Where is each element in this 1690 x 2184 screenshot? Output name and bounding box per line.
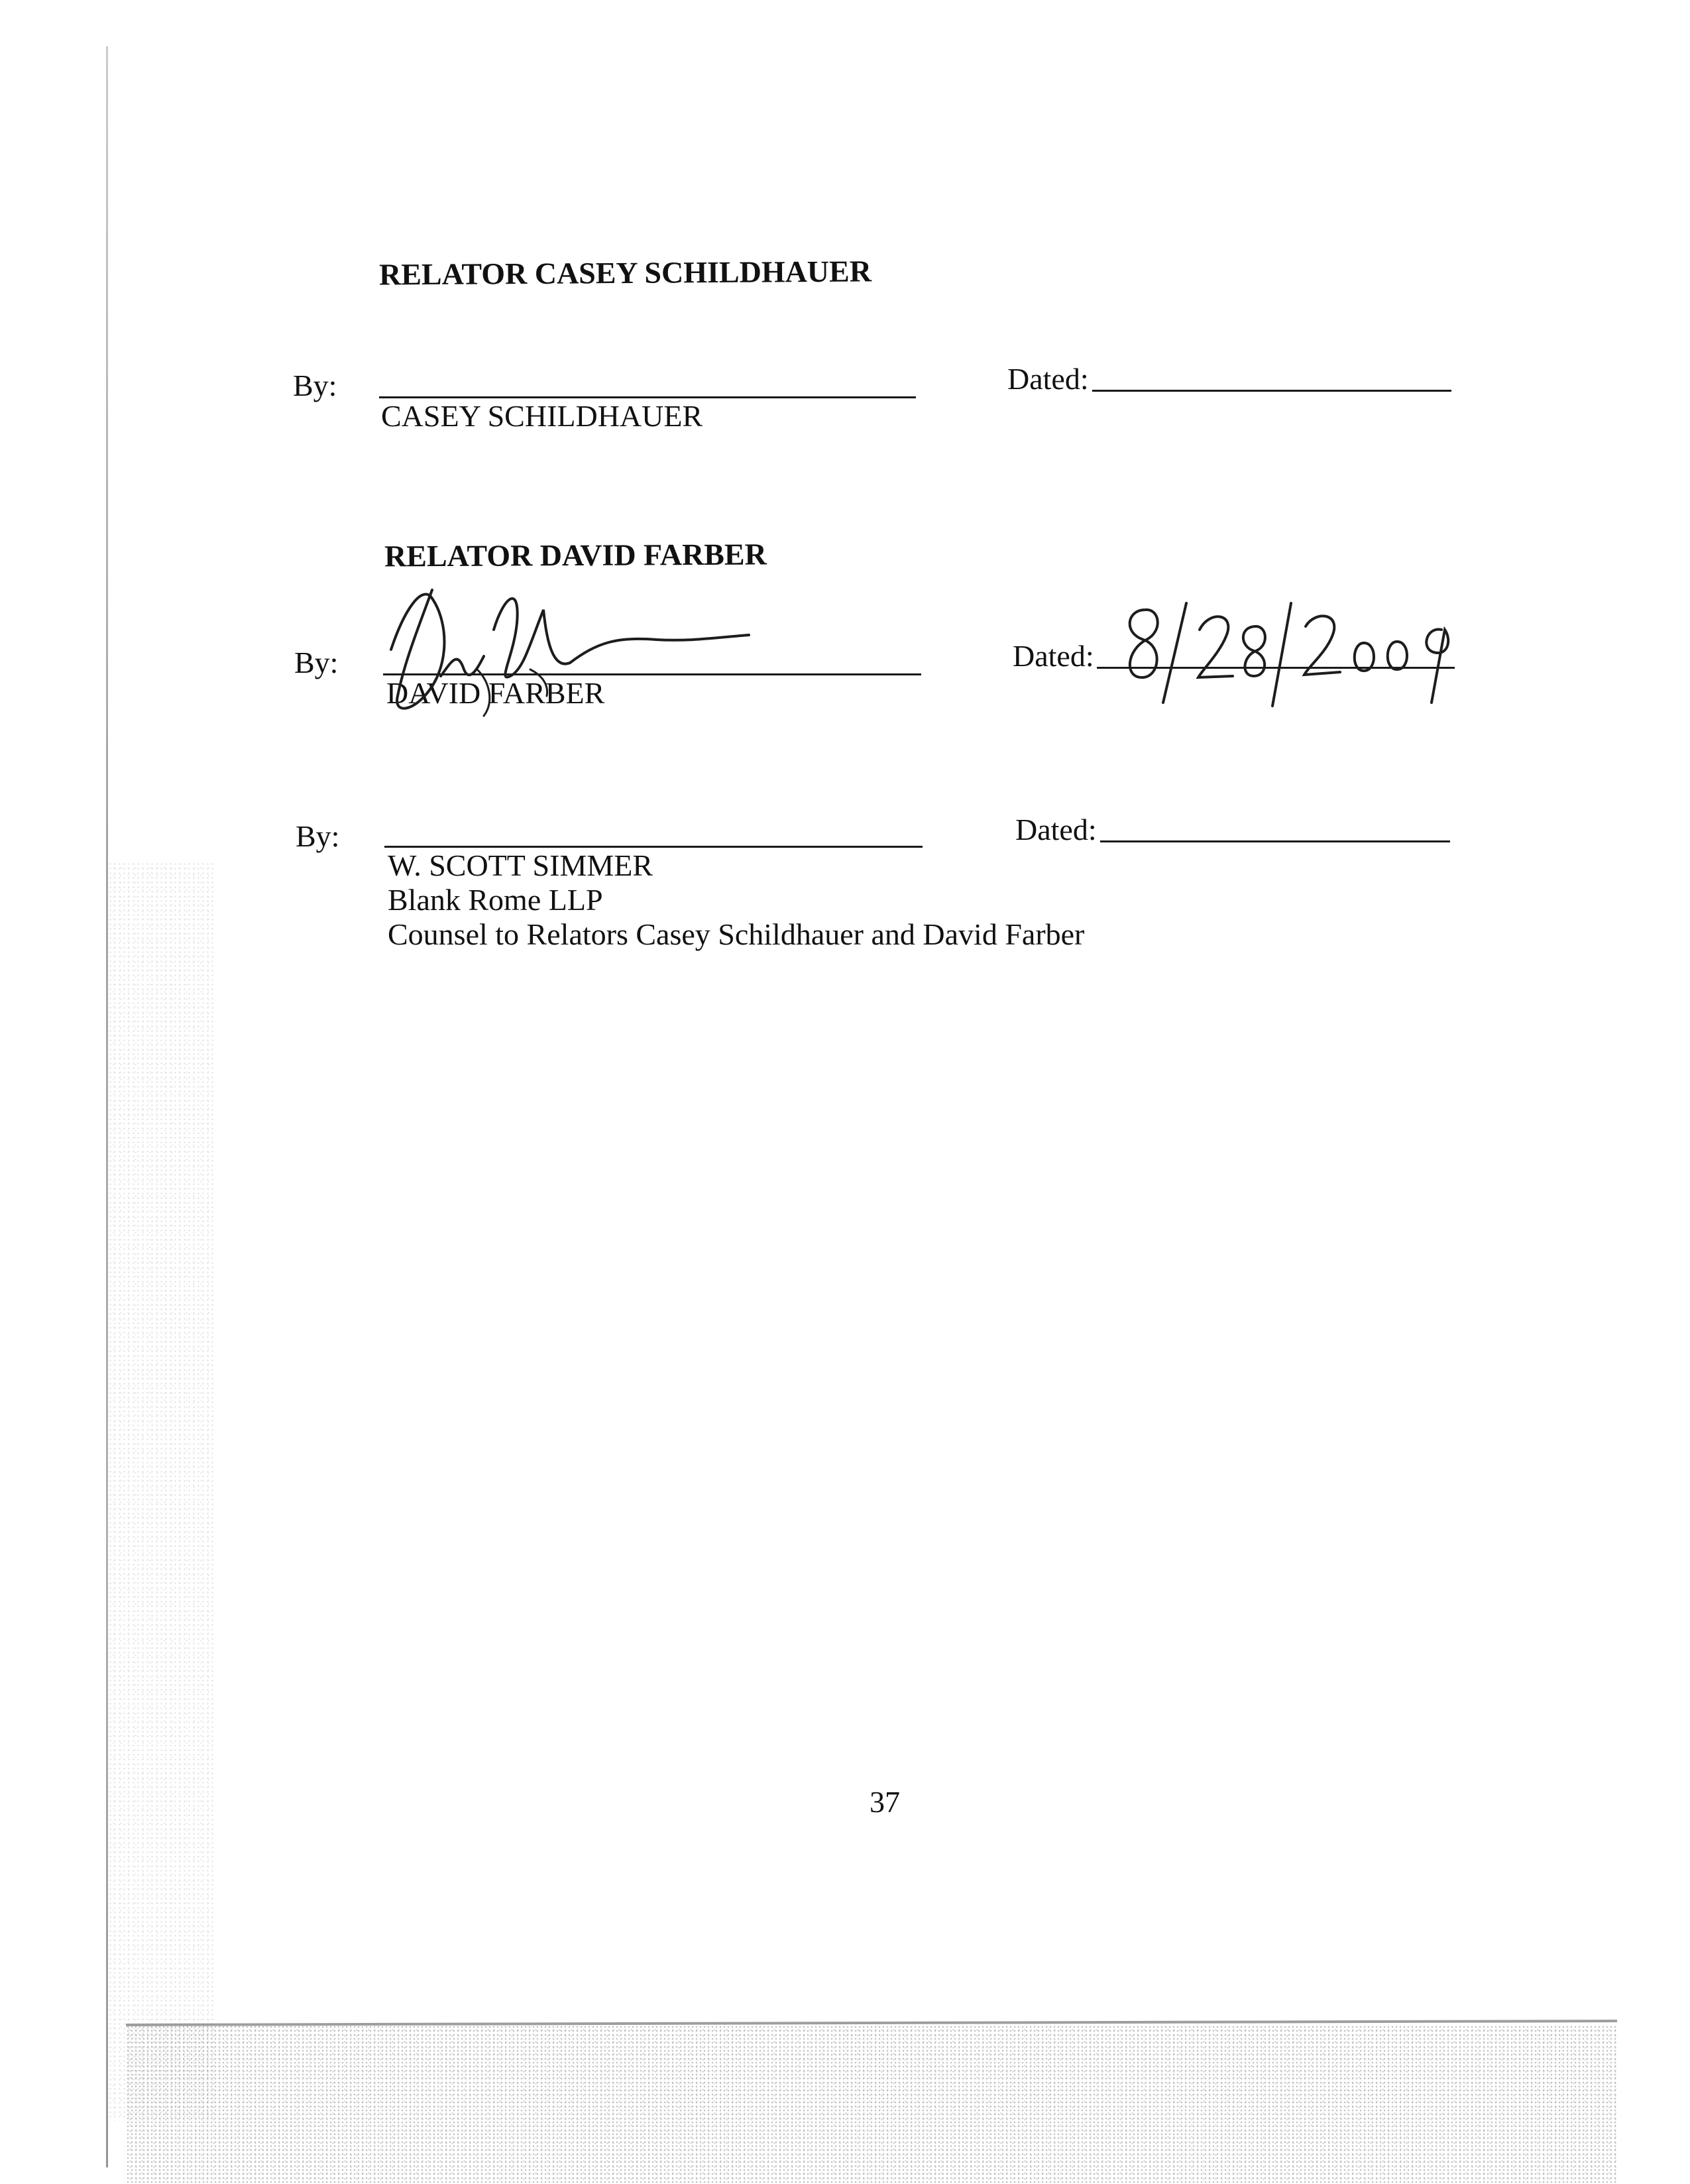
casey-heading: RELATOR CASEY SCHILDHAUER	[378, 254, 872, 292]
page-number: 37	[870, 1785, 900, 1819]
farber-handwritten-date	[1113, 590, 1458, 716]
casey-dated-label: Dated:	[1007, 362, 1089, 396]
casey-by-label: By:	[293, 369, 337, 402]
simmer-dated-label: Dated:	[1015, 813, 1097, 846]
farber-name: DAVID FARBER	[386, 676, 605, 710]
simmer-date-line	[1100, 840, 1450, 842]
farber-signature-image	[378, 570, 775, 722]
casey-name: CASEY SCHILDHAUER	[381, 399, 703, 433]
simmer-signature-line	[384, 846, 923, 848]
scan-noise-left	[108, 862, 214, 2121]
simmer-by-label: By:	[296, 819, 340, 853]
casey-signature-line	[379, 396, 916, 398]
farber-dated-label: Dated:	[1013, 639, 1094, 673]
farber-by-label: By:	[294, 646, 339, 679]
farber-heading: RELATOR DAVID FARBER	[384, 537, 767, 573]
simmer-name: W. SCOTT SIMMER	[388, 848, 653, 882]
casey-date-line	[1092, 390, 1451, 392]
simmer-firm: Blank Rome LLP	[388, 883, 603, 917]
simmer-role: Counsel to Relators Casey Schildhauer and David Farber	[388, 917, 1085, 951]
scan-noise-bottom	[126, 2025, 1617, 2184]
